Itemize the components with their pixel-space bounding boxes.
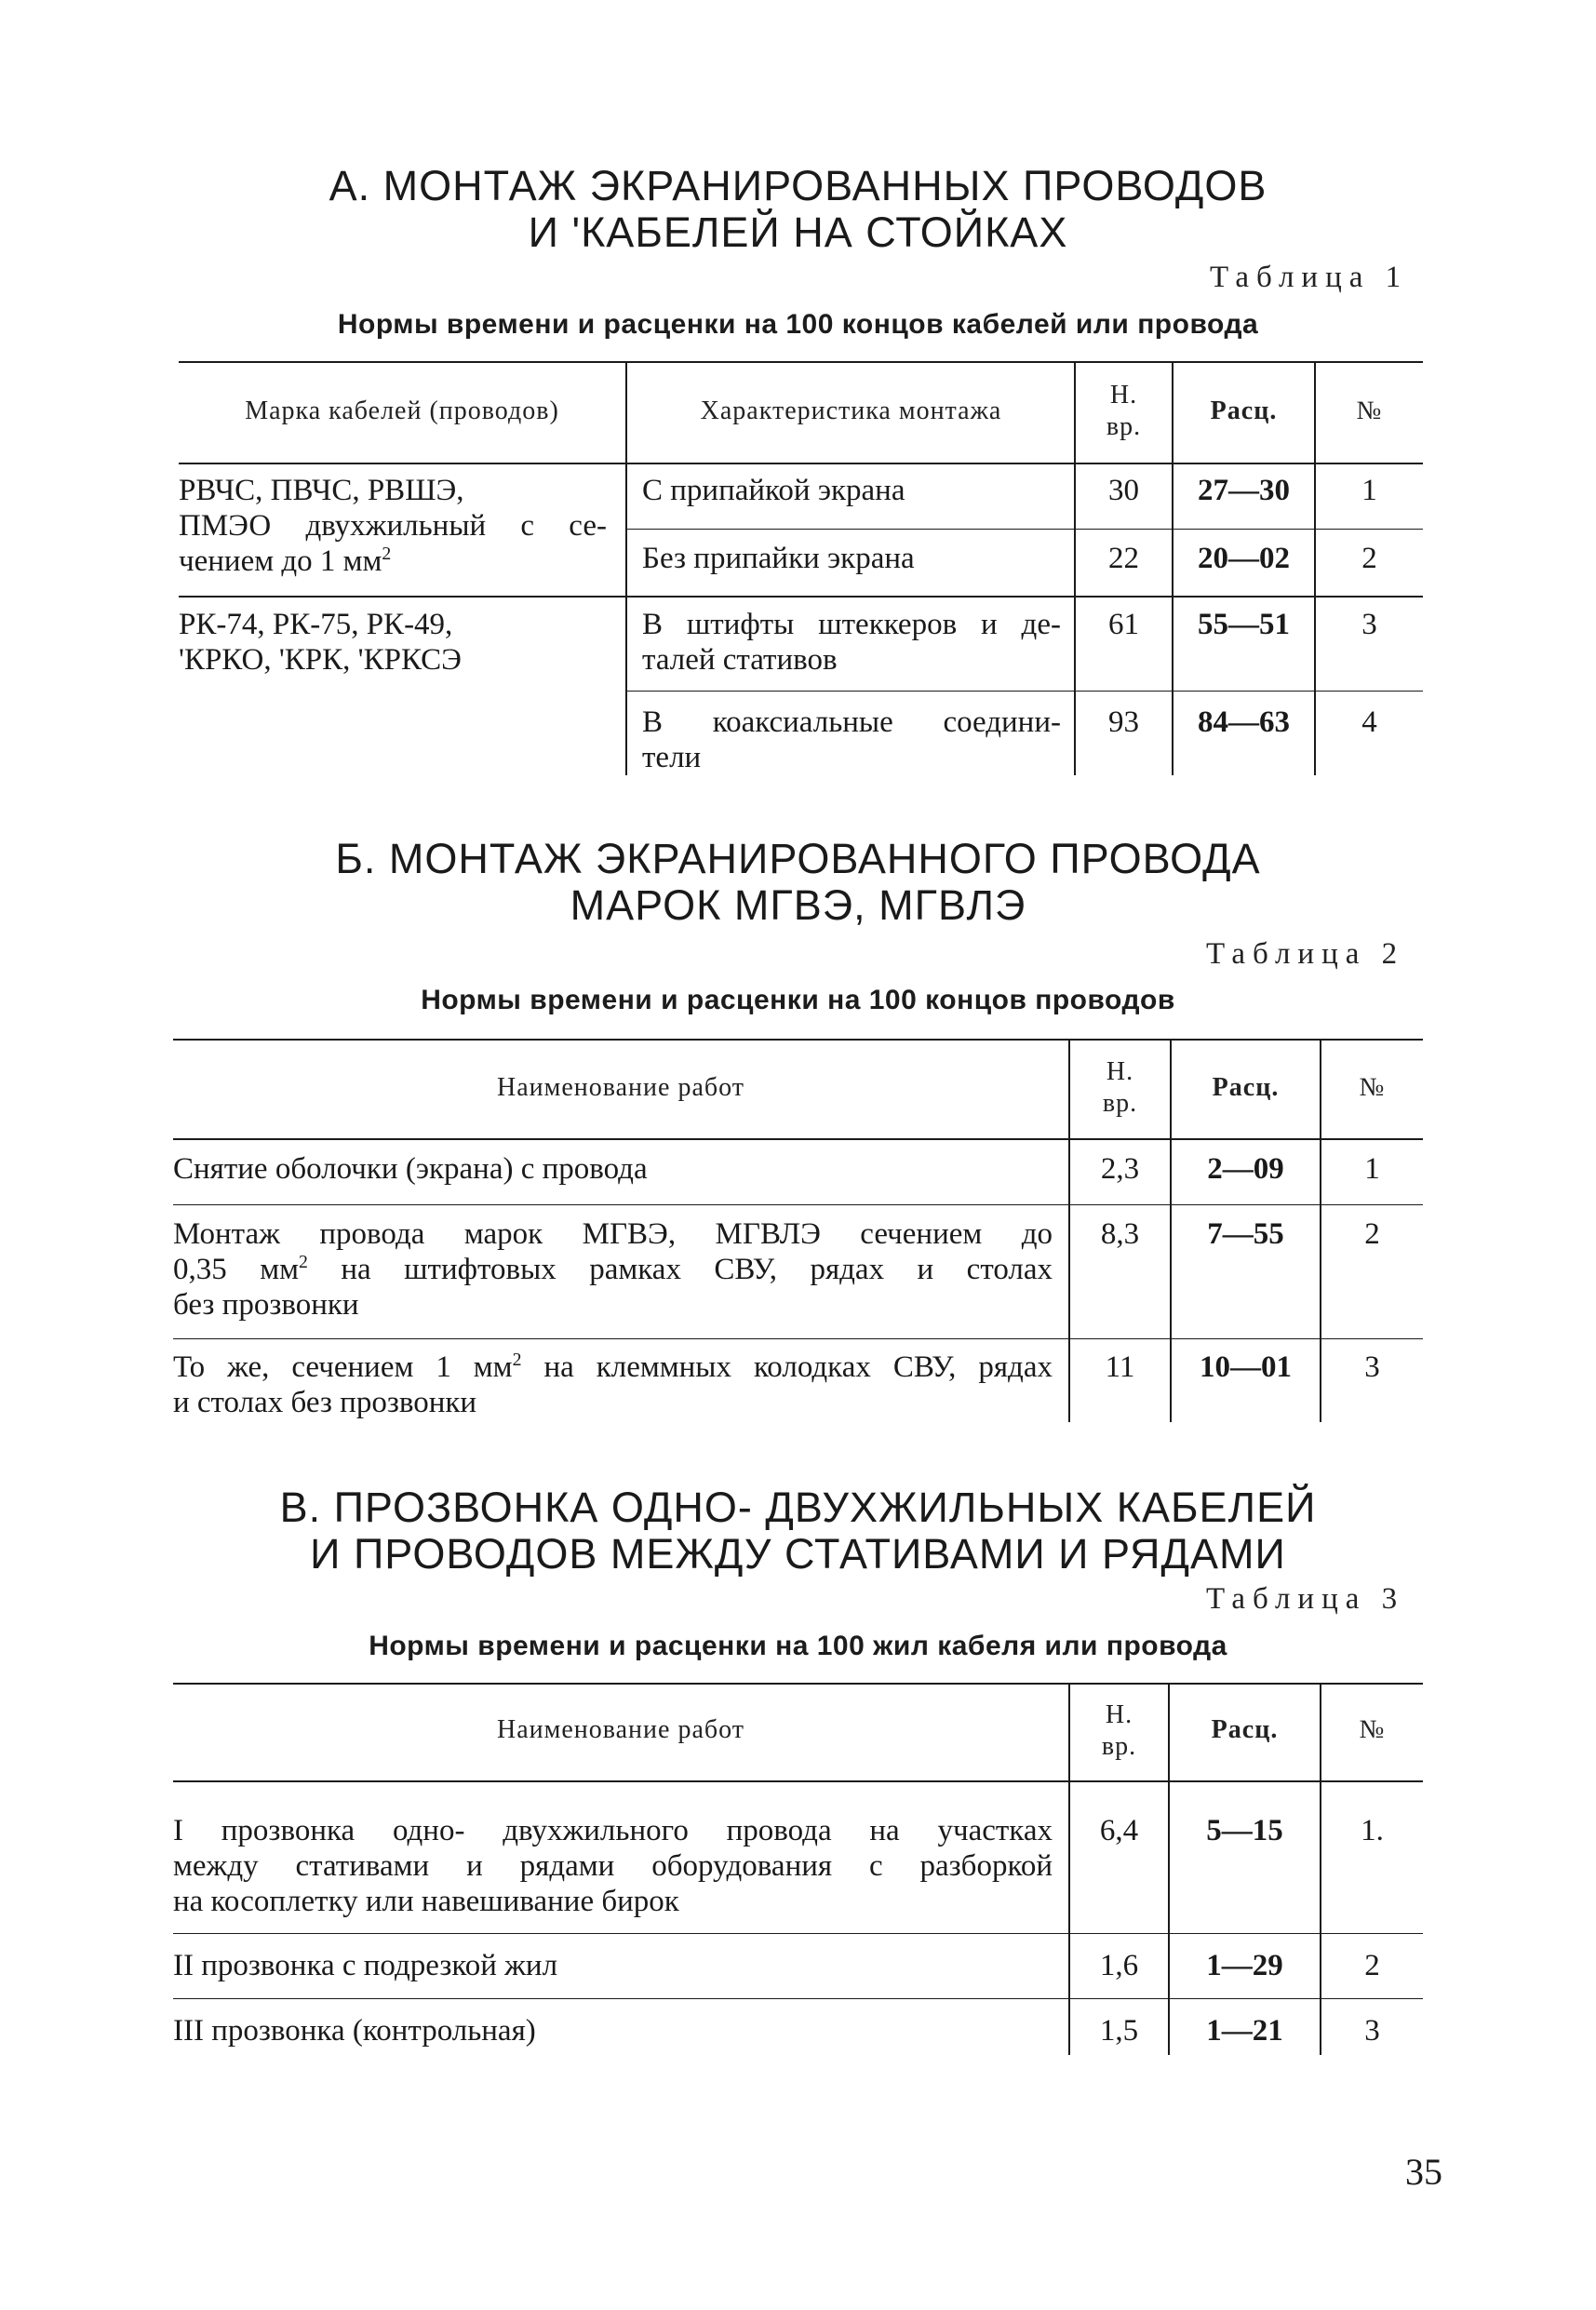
table-2-row-1-norm: 2,3 bbox=[1100, 1152, 1140, 1186]
table-2-row-3-price: 10—01 bbox=[1200, 1350, 1292, 1384]
table-1-caption: Нормы времени и расценки на 100 концов кабелей или провода bbox=[337, 309, 1259, 340]
table-2-row-3-work bbox=[173, 1350, 1053, 1420]
table-2-row-1-work: Снятие оболочки (экрана) с провода bbox=[173, 1152, 648, 1186]
table-1-row-4-price: 84—63 bbox=[1198, 705, 1290, 739]
table-2-row-rule bbox=[173, 1338, 1423, 1339]
table-3-row-rule bbox=[173, 1998, 1423, 1999]
table-1-row-2-norm: 22 bbox=[1108, 542, 1139, 575]
section-v-title-line1: В. ПРОЗВОНКА ОДНО- ДВУХЖИЛЬНЫХ КАБЕЛЕЙ bbox=[279, 1484, 1317, 1531]
table-3-label: Таблица 3 bbox=[1206, 1582, 1405, 1616]
work-line bbox=[173, 1252, 1053, 1287]
work-line-text: 0,35 мм bbox=[173, 1253, 299, 1286]
table-2-header-num: № bbox=[1359, 1073, 1386, 1102]
table-3-row-rule bbox=[173, 1933, 1423, 1934]
table-1-top-rule bbox=[179, 361, 1423, 363]
table-2-row-2-norm: 8,3 bbox=[1100, 1217, 1140, 1251]
section-a-title-line2: И 'КАБЕЛЕЙ НА СТОЙКАХ bbox=[528, 208, 1068, 256]
table-3-row-1-work bbox=[173, 1813, 1053, 1919]
table-1-row-rule bbox=[625, 529, 1423, 530]
brand-line: ПМЭО двухжильный с се- bbox=[179, 509, 607, 543]
brand-line bbox=[179, 544, 607, 579]
section-v-title-line2: И ПРОВОДОВ МЕЖДУ СТАТИВАМИ И РЯДАМИ bbox=[310, 1530, 1286, 1578]
brand-line: 'КРКО, 'КРК, 'КРКСЭ bbox=[179, 643, 462, 677]
table-1-row-3-norm: 61 bbox=[1108, 608, 1139, 641]
page-number: 35 bbox=[1405, 2151, 1442, 2193]
section-v-title bbox=[0, 1484, 1596, 1578]
table-3-header-norm-line1: Н. bbox=[1105, 1700, 1133, 1729]
table-3-row-3-num: 3 bbox=[1364, 2014, 1380, 2048]
table-3-row-3-work: III прозвонка (контрольная) bbox=[173, 2014, 536, 2048]
work-line-text: на штифтовых рамках СВУ, рядах и столах bbox=[307, 1253, 1053, 1286]
brand-line-text: чением до 1 мм bbox=[179, 544, 382, 578]
table-2-top-rule bbox=[173, 1039, 1423, 1041]
table-1-row-2-num: 2 bbox=[1361, 542, 1377, 575]
table-3-header-price: Расц. bbox=[1211, 1715, 1279, 1744]
table-1-row-4-num: 4 bbox=[1361, 705, 1377, 739]
table-3-caption: Нормы времени и расценки на 100 жил кабеля или провода bbox=[369, 1631, 1227, 1661]
table-3-top-rule bbox=[173, 1683, 1423, 1685]
table-1-header-brand: Марка кабелей (проводов) bbox=[245, 396, 559, 425]
table-2-header-norm-line1: Н. bbox=[1106, 1057, 1134, 1086]
table-2-row-rule bbox=[173, 1204, 1423, 1205]
table-3-row-3-price: 1—21 bbox=[1206, 2014, 1283, 2048]
brand-line: РК-74, РК-75, РК-49, bbox=[179, 608, 453, 641]
table-2-row-2-num: 2 bbox=[1364, 1217, 1380, 1251]
table-1-row-1-num: 1 bbox=[1361, 474, 1377, 507]
work-line: на косоплетку или навешивание бирок bbox=[173, 1885, 679, 1918]
table-3-header-work: Наименование работ bbox=[497, 1715, 744, 1744]
work-line: I прозвонка одно- двухжильного провода на участках bbox=[173, 1814, 1053, 1847]
table-3-row-3-norm: 1,5 bbox=[1099, 2014, 1139, 2048]
table-2-caption: Нормы времени и расценки на 100 концов проводов bbox=[421, 985, 1175, 1015]
table-2-row-2-work bbox=[173, 1216, 1053, 1323]
table-1-row-2-price: 20—02 bbox=[1198, 542, 1290, 575]
table-1-header-norm-line1: Н. bbox=[1109, 381, 1138, 410]
table-1-header-num: № bbox=[1356, 396, 1383, 425]
section-b-title-line1: Б. МОНТАЖ ЭКРАНИРОВАННОГО ПРОВОДА bbox=[335, 835, 1261, 882]
superscript: 2 bbox=[299, 1252, 308, 1272]
table-2-header-norm bbox=[1070, 1056, 1170, 1120]
table-3-row-1-norm: 6,4 bbox=[1099, 1814, 1139, 1847]
table-3-row-1-price: 5—15 bbox=[1206, 1814, 1283, 1847]
table-2-row-3-norm: 11 bbox=[1105, 1350, 1135, 1384]
table-2-row-1-num: 1 bbox=[1364, 1152, 1380, 1186]
table-3-header-num: № bbox=[1359, 1715, 1386, 1744]
characteristic-line: В штифты штеккеров и де- bbox=[642, 608, 1061, 641]
table-1-header-norm-line2: вр. bbox=[1106, 412, 1142, 441]
table-1-row-1-norm: 30 bbox=[1108, 474, 1139, 507]
section-b-title-line2: МАРОК МГВЭ, МГВЛЭ bbox=[570, 881, 1026, 929]
table-1-header-price: Расц. bbox=[1210, 396, 1278, 425]
characteristic-line: талей стативов bbox=[642, 643, 838, 677]
table-1-row-4-characteristic bbox=[642, 705, 1061, 775]
section-a-title-line1: А. МОНТАЖ ЭКРАНИРОВАННЫХ ПРОВОДОВ bbox=[329, 162, 1267, 209]
table-2-header-rule bbox=[173, 1138, 1423, 1140]
table-1-label: Таблица 1 bbox=[1210, 261, 1409, 294]
table-3-row-1-num: 1. bbox=[1361, 1814, 1384, 1847]
work-line: Монтаж провода марок МГВЭ, МГВЛЭ сечением до bbox=[173, 1217, 1053, 1251]
table-2-row-3-num: 3 bbox=[1364, 1350, 1380, 1384]
table-2-header-work: Наименование работ bbox=[497, 1073, 744, 1102]
characteristic-line: В коаксиальные соедини- bbox=[642, 705, 1061, 739]
table-3-row-2-norm: 1,6 bbox=[1099, 1949, 1139, 1982]
section-b-title bbox=[0, 836, 1596, 929]
superscript: 2 bbox=[512, 1350, 522, 1370]
work-line-text: То же, сечением 1 мм bbox=[173, 1350, 513, 1384]
table-2-header-norm-line2: вр. bbox=[1102, 1089, 1138, 1118]
table-1-row-1-characteristic: С припайкой экрана bbox=[642, 474, 905, 507]
table-3-header-norm-line2: вр. bbox=[1101, 1732, 1137, 1761]
table-1-row-2-characteristic: Без припайки экрана bbox=[642, 542, 915, 575]
table-1-header-rule bbox=[179, 463, 1423, 464]
section-a-title bbox=[0, 163, 1596, 256]
work-line: между стативами и рядами оборудования с разборкой bbox=[173, 1849, 1053, 1883]
table-1-row-3-characteristic bbox=[642, 607, 1061, 678]
table-1-row-1-price: 27—30 bbox=[1198, 474, 1290, 507]
table-3-row-2-work: II прозвонка с подрезкой жил bbox=[173, 1949, 558, 1982]
brand-line: РВЧС, ПВЧС, РВШЭ, bbox=[179, 474, 464, 507]
work-line-text: на клеммных колодках СВУ, рядах bbox=[521, 1350, 1053, 1384]
table-1-row-4-norm: 93 bbox=[1108, 705, 1139, 739]
table-3-header-norm bbox=[1070, 1699, 1168, 1763]
work-line bbox=[173, 1350, 1053, 1385]
table-1-brand-group-2 bbox=[179, 607, 607, 678]
table-2-row-1-price: 2—09 bbox=[1207, 1152, 1284, 1186]
table-1-group-rule bbox=[179, 596, 1423, 598]
table-1-header-characteristic: Характеристика монтажа bbox=[700, 396, 1002, 425]
table-2-row-2-price: 7—55 bbox=[1207, 1217, 1284, 1251]
table-1-row-3-num: 3 bbox=[1361, 608, 1377, 641]
table-1-row-3-price: 55—51 bbox=[1198, 608, 1290, 641]
table-1-brand-group-1 bbox=[179, 473, 607, 579]
table-3-header-rule bbox=[173, 1780, 1423, 1782]
table-2-header-price: Расц. bbox=[1212, 1073, 1280, 1102]
characteristic-line: тели bbox=[642, 741, 702, 774]
table-2-label: Таблица 2 bbox=[1206, 937, 1405, 971]
table-3-row-2-price: 1—29 bbox=[1206, 1949, 1283, 1982]
work-line: и столах без прозвонки bbox=[173, 1386, 477, 1419]
table-1-header-norm bbox=[1076, 380, 1172, 443]
superscript: 2 bbox=[382, 544, 392, 564]
table-1-row-rule bbox=[625, 691, 1423, 692]
table-3-row-2-num: 2 bbox=[1364, 1949, 1380, 1982]
table-1-col-rule bbox=[625, 361, 627, 775]
work-line: без прозвонки bbox=[173, 1288, 359, 1322]
